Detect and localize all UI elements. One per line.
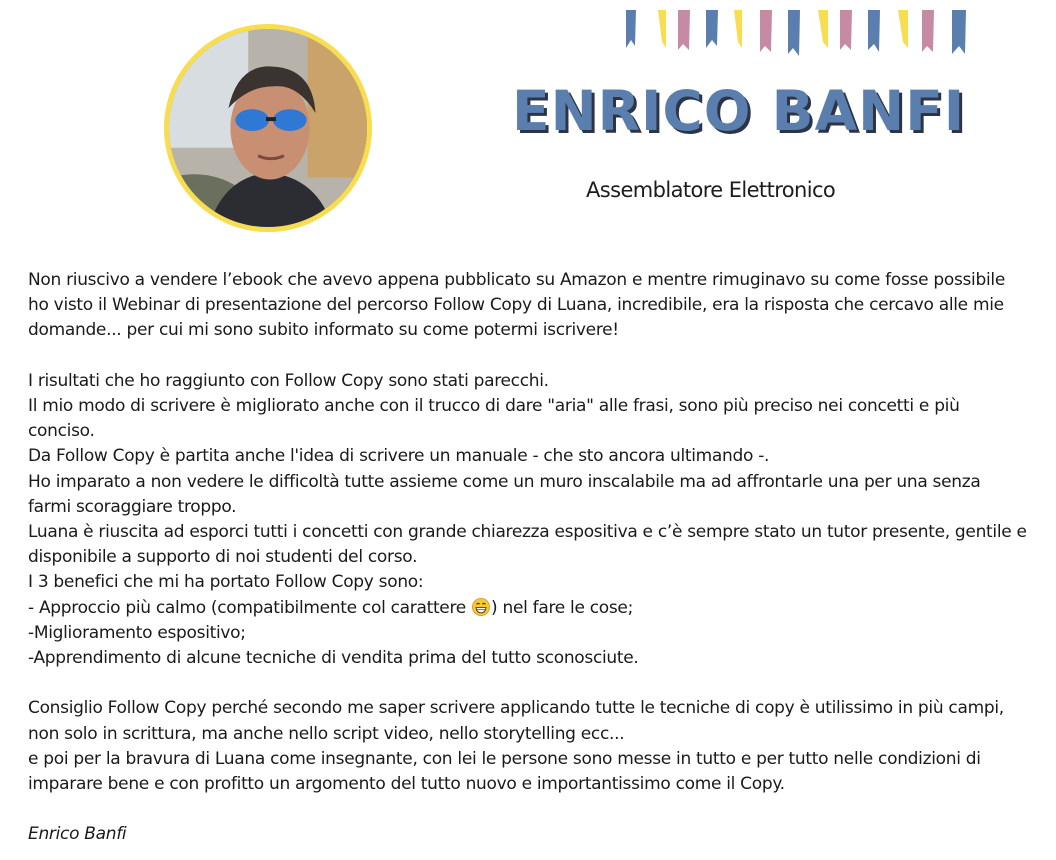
benefit-item bbox=[28, 596, 1028, 621]
person-name-heading: ENRICO BANFI bbox=[512, 79, 966, 143]
benefit-text-before-emoji: - Approccio più calmo (compatibilmente col carattere bbox=[28, 597, 472, 618]
intro-paragraph: Non riuscivo a vendere l’ebook che avevo appena pubblicato su Amazon e mentre rimuginavo su come fosse possibile ho visto il Webinar di presentazione del percorso Follow Copy di Luana, incredibile, era la risposta che cercavo alle mie domande... per cui mi sono subito informato su come potermi iscrivere! bbox=[28, 270, 1005, 341]
benefit-item: -Miglioramento espositivo; bbox=[28, 622, 246, 643]
difficulty-line: Ho imparato a non vedere le difficoltà tutte assieme come un muro inscalabile ma ad affrontarle una per una senza farmi scoraggiare troppo. bbox=[28, 471, 981, 517]
results-line: I risultati che ho raggiunto con Follow Copy sono stati parecchi. bbox=[28, 370, 549, 391]
writing-line: Il mio modo di scrivere è migliorato anche con il trucco di dare "aria" alle frasi, sono più preciso nei concetti e più conciso. bbox=[28, 396, 960, 442]
profile-photo-icon bbox=[164, 24, 372, 232]
person-with-sunglasses-icon bbox=[169, 29, 367, 227]
benefit-text-after-emoji: ) nel fare le cose; bbox=[491, 597, 634, 618]
person-role-subtitle: Assemblatore Elettronico bbox=[586, 178, 836, 202]
tutor-line: Luana è riuscita ad esporci tutti i concetti con grande chiarezza espositiva e c’è sempre stato un tutor presente, gentile e disponibile a supporto di noi studenti del corso. bbox=[28, 522, 1027, 568]
teacher-paragraph: e poi per la bravura di Luana come insegnante, con lei le persone sono messe in tutto e per tutto nelle condizioni di imparare bene e con profitto un argomento del tutto nuovo e importantissimo come il Copy. bbox=[28, 748, 981, 795]
grinning-face-icon bbox=[472, 598, 490, 616]
bunting-decoration-icon bbox=[622, 8, 972, 56]
manual-line: Da Follow Copy è partita anche l'idea di scrivere un manuale - che sto ancora ultimando -. bbox=[28, 446, 770, 467]
benefits-intro: I 3 benefici che mi ha portato Follow Copy sono: bbox=[28, 572, 424, 593]
benefit-item: -Apprendimento di alcune tecniche di vendita prima del tutto sconosciute. bbox=[28, 648, 639, 669]
recommendation-paragraph: Consiglio Follow Copy perché secondo me saper scrivere applicando tutte le tecniche di copy è utilissimo in più campi, non solo in scrittura, ma anche nello script video, nello storytelling ecc... bbox=[28, 698, 1004, 744]
testimonial-body bbox=[28, 268, 1028, 848]
signature: Enrico Banfi bbox=[28, 824, 127, 845]
